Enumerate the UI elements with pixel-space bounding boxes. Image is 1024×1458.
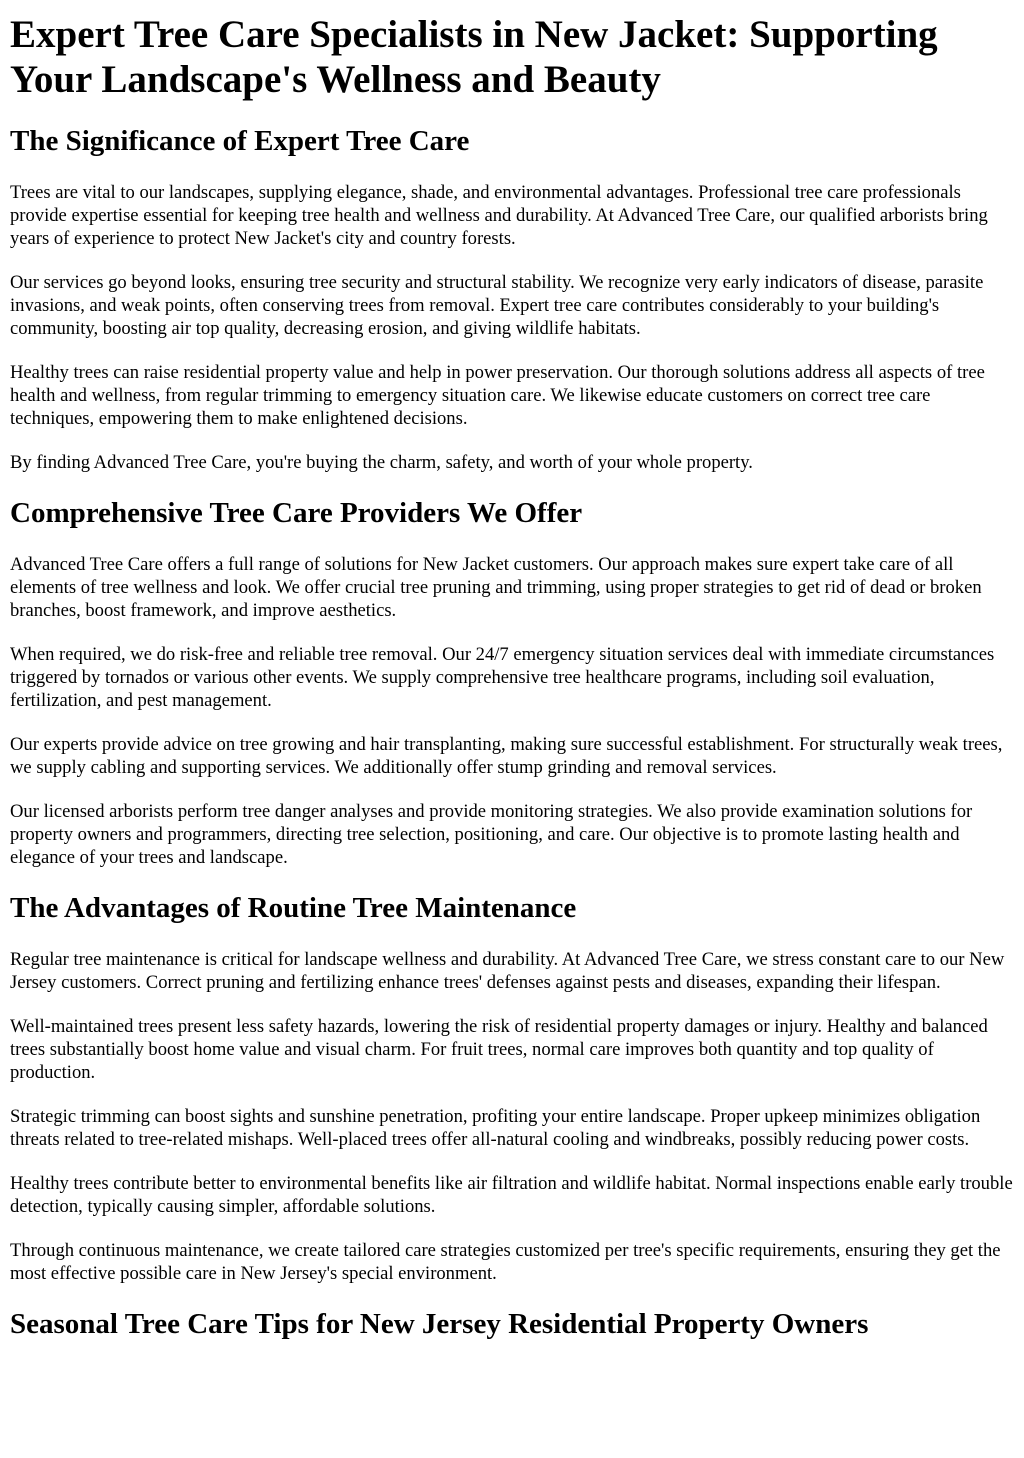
paragraph: Through continuous maintenance, we create tailored care strategies customized per tree's specific requirements, ensuring they get the most effective possible care in New Jersey's special environment. [10, 1240, 1001, 1284]
section-maintenance [10, 891, 1014, 1285]
section-services [10, 496, 1014, 869]
paragraph: Advanced Tree Care offers a full range of solutions for New Jacket customers. Our approach makes sure expert take care of all elements of tree wellness and look. We offer crucial tree pruning and trimming, using proper strategies to get rid of dead or broken branches, boost framework, and improve aesthetics. [10, 554, 982, 621]
paragraph: Our services go beyond looks, ensuring tree security and structural stability. We recognize very early indicators of disease, parasite invasions, and weak points, often conserving trees from removal. Expert tree care contributes considerably to your building's community, boosting air top quality, decreasing erosion, and giving wildlife habitats. [10, 272, 984, 339]
section-heading: The Advantages of Routine Tree Maintenance [10, 892, 577, 924]
paragraph: Regular tree maintenance is critical for landscape wellness and durability. At Advanced Tree Care, we stress constant care to our New Jersey customers. Correct pruning and fertilizing enhance trees' defenses against pests and diseases, expanding their lifespan. [10, 949, 1005, 993]
section-heading: Comprehensive Tree Care Providers We Offer [10, 497, 583, 529]
paragraph: Healthy trees can raise residential property value and help in power preservation. Our thorough solutions address all aspects of tree health and wellness, from regular trimming to emergency situation care. We likewise educate customers on correct tree care techniques, empowering them to make enlightened decisions. [10, 362, 985, 429]
paragraph: Our experts provide advice on tree growing and hair transplanting, making sure successful establishment. For structurally weak trees, we supply cabling and supporting services. We additionally offer stump grinding and removal services. [10, 734, 1003, 778]
article [0, 12, 1024, 1341]
paragraph: Our licensed arborists perform tree danger analyses and provide monitoring strategies. We also provide examination solutions for property owners and programmers, directing tree selection, positioning, and care. Our objective is to promote lasting health and elegance of your trees and landscape. [10, 801, 973, 868]
paragraph: By finding Advanced Tree Care, you're buying the charm, safety, and worth of your whole property. [10, 452, 753, 473]
page-title: Expert Tree Care Specialists in New Jacket: Supporting Your Landscape's Wellness and Beauty [10, 13, 938, 101]
section-seasonal-tips [10, 1307, 1014, 1341]
section-significance [10, 124, 1014, 474]
paragraph: When required, we do risk-free and reliable tree removal. Our 24/7 emergency situation services deal with immediate circumstances triggered by tornados or various other events. We supply comprehensive tree healthcare programs, including soil evaluation, fertilization, and pest management. [10, 644, 995, 711]
paragraph: Strategic trimming can boost sights and sunshine penetration, profiting your entire landscape. Proper upkeep minimizes obligation threats related to tree-related mishaps. Well-placed trees offer all-natural cooling and windbreaks, possibly reducing power costs. [10, 1106, 981, 1150]
paragraph: Healthy trees contribute better to environmental benefits like air filtration and wildlife habitat. Normal inspections enable early trouble detection, typically causing simpler, affordable solutions. [10, 1173, 1013, 1217]
section-heading: The Significance of Expert Tree Care [10, 125, 470, 157]
paragraph: Trees are vital to our landscapes, supplying elegance, shade, and environmental advantages. Professional tree care professionals provide expertise essential for keeping tree health and wellness and durability. At Advanced Tree Care, our qualified arborists bring years of experience to protect New Jacket's city and country forests. [10, 182, 988, 249]
paragraph: Well-maintained trees present less safety hazards, lowering the risk of residential property damages or injury. Healthy and balanced trees substantially boost home value and visual charm. For fruit trees, normal care improves both quantity and top quality of production. [10, 1016, 988, 1083]
section-heading: Seasonal Tree Care Tips for New Jersey Residential Property Owners [10, 1308, 869, 1340]
